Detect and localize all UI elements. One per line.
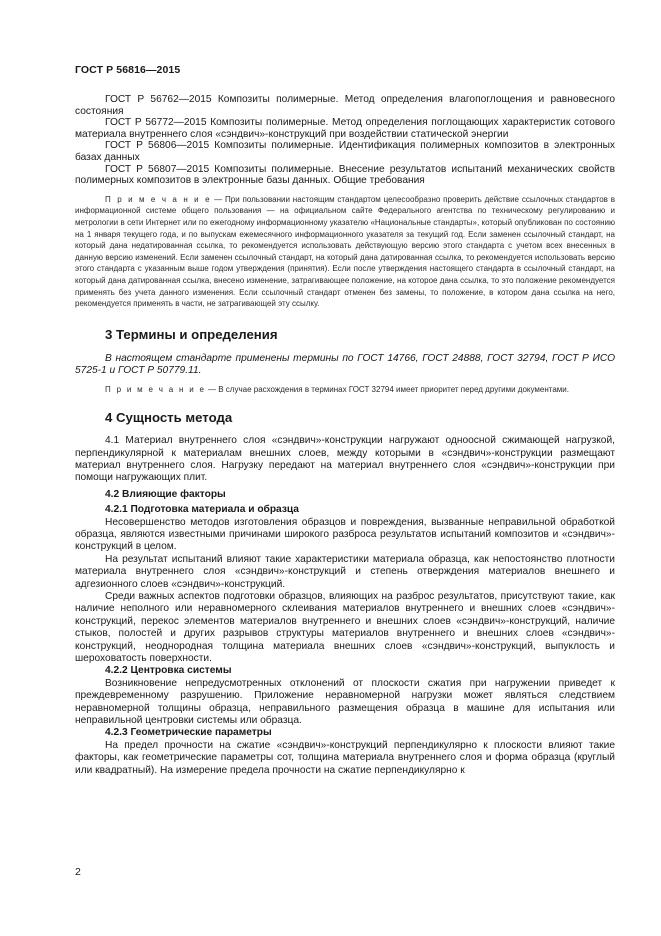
paragraph: 4.1 Материал внутреннего слоя «сэндвич»-конструкции нагружают одноосной сжимающей нагрузкой, перпендикулярной к материалам внешних слоев, между которыми в «сэндвич»-конструкции размещают материал внутреннего слоя. Нагрузку передают на материал внутреннего слоя «сэндвич»-конструкции при помощи нагружающих плит.: [75, 435, 615, 484]
subsection-heading: 4.2 Влияющие факторы: [105, 488, 226, 500]
paragraph: Несовершенство методов изготовления образцов и повреждения, вызванные неправильной обработкой образца, являются известными причинами широкого разброса результатов испытаний композитов и «сэндвич»-конструкций в целом.: [75, 516, 615, 553]
reference-item: ГОСТ Р 56762—2015 Композиты полимерные. Метод определения влагопоглощения и равновесного состояния: [75, 94, 615, 117]
subsection-heading: 4.2.2 Центровка системы: [105, 665, 232, 677]
section-heading: 3 Термины и определения: [105, 326, 278, 342]
page-content: [75, 94, 615, 777]
reference-item: ГОСТ Р 56772—2015 Композиты полимерные. Метод определения поглощающих характеристик сотового материала внутреннего слоя «сэндвич»-конструкций при воздействии статической энергии: [75, 117, 615, 140]
note-label: П р и м е ч а н и е: [105, 384, 206, 394]
note-text: — В случае расхождения в терминах ГОСТ 32794 имеет приоритет перед другими документами.: [205, 384, 569, 394]
paragraph: Возникновение непредусмотренных отклонений от плоскости сжатия при нагружении приведет к преждевременному разрушению. Приложение неравномерной нагрузки может являться следствием неравномерной толщины образца, неправильного размещения образца в машине для испытания или неправильной центровки системы или образца.: [75, 677, 615, 727]
paragraph: На результат испытаний влияют такие характеристики материала образца, как непостоянство плотности материала внутреннего слоя «сэндвич»-конструкций и степень отверждения материалов внешнего и адгезионного слоев «сэндвич»-конструкций.: [75, 553, 615, 590]
note-text: — При пользовании настоящим стандартом целесообразно проверить действие ссылочных стандартов в информационной системе общего пользования — на официальном сайте Федерального агентства по техническому регулированию и метрологии в сети Интернет или по ежегодному информационному указателю «Национальные стандарты», который опубликован по состоянию на 1 января текущего года, и по выпускам ежемесячного информационного указателя за текущий год. Если заменен ссылочный стандарт, на который дана недатированная ссылка, то рекомендуется использовать действующую версию этого стандарта с учетом всех внесенных в данную версию изменений. Если заменен ссылочный стандарт, на который дана датированная ссылка, то рекомендуется использовать версию этого стандарта с указанным выше годом утверждения (принятия). Если после утверждения настоящего стандарта в ссылочный стандарт, на который дана датированная ссылка, внесено изменение, затрагивающее положение, на которое дана ссылка, то это положение рекомендуется применять без учета данного изменения. Если ссылочный стандарт отменен без замены, то положение, в котором дана ссылка на него, рекомендуется применять в части, не затрагивающей эту ссылку.: [75, 194, 615, 309]
paragraph: Среди важных аспектов подготовки образцов, влияющих на разброс результатов, присутствуют такие, как наличие неполного или неравномерного склеивания материалов внутреннего и внешних слоев «сэндвич»-конструкций, перекос элементов материалов внутреннего и внешних слоев «сэндвич»-конструкций, наличие стыков, полостей и других разрывов структуры материалов внутреннего и внешних слоев «сэндвич»-конструкций, неоднородная толщина материала внешних слоев «сэндвич»-конструкций, выпуклость и шероховатость поверхности.: [75, 590, 615, 664]
note-label: П р и м е ч а н и е: [105, 194, 212, 204]
running-header: ГОСТ Р 56816—2015: [75, 64, 181, 76]
subsection-heading: 4.2.1 Подготовка материала и образца: [105, 504, 299, 516]
terms-note: [75, 384, 615, 396]
normative-note: [75, 194, 615, 310]
paragraph: На предел прочности на сжатие «сэндвич»-конструкций перпендикулярно к плоскости влияют такие факторы, как геометрические параметры сот, толщина материала внутреннего слоя и форма образца (круглый или квадратный). На измерение предела прочности на сжатие перпендикулярно к: [75, 739, 615, 776]
page-number: 2: [75, 866, 81, 878]
section-heading: 4 Сущность метода: [105, 410, 233, 426]
terms-intro: В настоящем стандарте применены термины по ГОСТ 14766, ГОСТ 24888, ГОСТ 32794, ГОСТ Р ИСО 5725-1 и ГОСТ Р 50779.11.: [75, 352, 615, 377]
reference-item: ГОСТ Р 56807—2015 Композиты полимерные. Внесение результатов испытаний механических свойств полимерных композитов в электронные базы данных. Общие требования: [75, 163, 615, 187]
reference-item: ГОСТ Р 56806—2015 Композиты полимерные. Идентификация полимерных композитов в электронных базах данных: [75, 140, 615, 163]
subsection-heading: 4.2.3 Геометрические параметры: [105, 727, 272, 739]
